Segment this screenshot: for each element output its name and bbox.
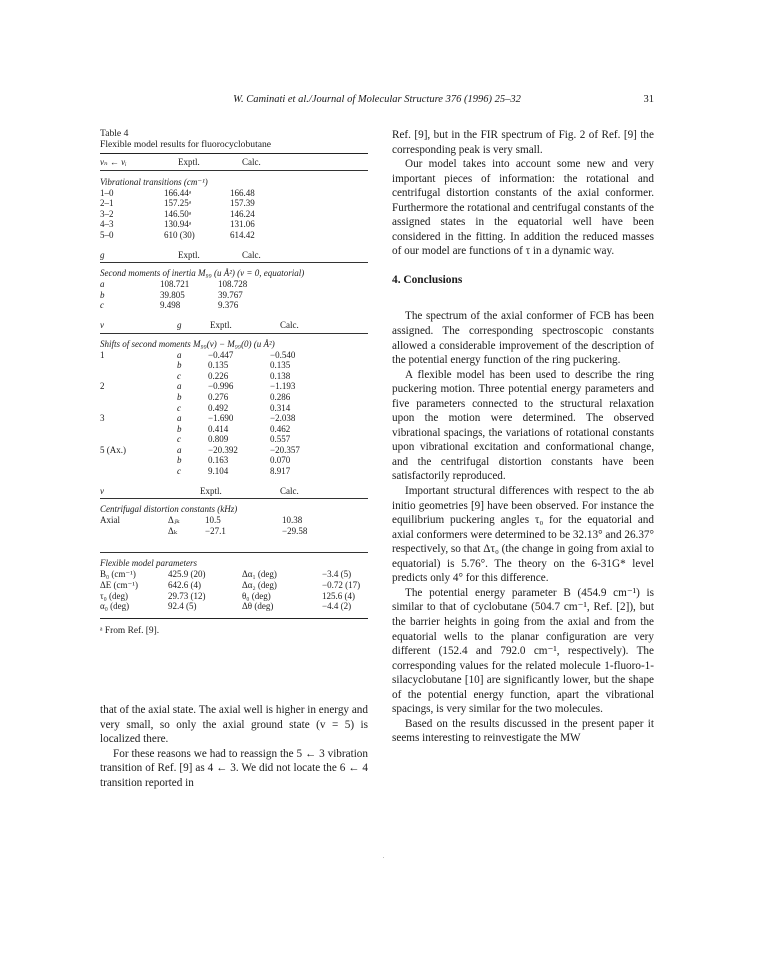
cell-axis: a: [177, 444, 182, 455]
cell-value: −4.4 (2): [322, 601, 352, 612]
cell-value: −3.4 (5): [322, 569, 352, 580]
right-column-text: [392, 128, 654, 746]
cell-exptl: 166.44ᵃ: [164, 187, 192, 198]
cell-exptl: 146.50ᵃ: [164, 208, 192, 219]
cell-constant: Δⱼₖ: [168, 515, 180, 526]
cell-calc: −1.193: [270, 381, 296, 392]
table-caption-title: Flexible model results for fluorocyclobutane: [100, 139, 272, 150]
table-row: [100, 569, 368, 580]
table-row: [100, 434, 368, 445]
cell-exptl: 130.94ᵃ: [164, 219, 192, 230]
cell-parameter: θ₀ (deg): [242, 590, 271, 601]
header-calc: Calc.: [242, 249, 261, 260]
cell-exptl: 0.163: [208, 455, 229, 466]
header-g: g: [100, 249, 105, 260]
cell-calc: 614.42: [230, 229, 255, 240]
table-row: [100, 381, 368, 392]
cell-parameter: Δα₁ (deg): [242, 569, 277, 580]
paragraph: The potential energy parameter B (454.9 cm⁻¹) is similar to that of cyclobutane (504.7 cm⁻¹, Ref. [2]), but the barrier heights in going from the axial and from the equatorial wells to the planar configuration are very different (152.4 and 792.0 cm⁻¹, respectively). The corresponding values for the related molecule 1-fluoro-1-silacyclobutane [10] are significantly lower, but the shape of the potential energy function, apart the vibrational spacings, is very similar for the two molecules.: [392, 586, 654, 716]
cell-calc: 146.24: [230, 208, 255, 219]
cell-calc: 10.38: [282, 515, 303, 526]
cell-calc: 166.48: [230, 187, 255, 198]
table-row: [100, 360, 368, 371]
table-row: [100, 188, 368, 199]
cell-axis: c: [177, 402, 181, 413]
cell-state: 2: [100, 381, 105, 392]
cell-axis: c: [177, 466, 181, 477]
header-calc: Calc.: [242, 157, 261, 167]
cell-calc: 0.462: [270, 423, 291, 434]
cell-parameter: B₀ (cm⁻¹): [100, 569, 136, 580]
cell-calc: 0.314: [270, 402, 291, 413]
table-row: [100, 424, 368, 435]
header-calc: Calc.: [280, 485, 299, 496]
header-rule: [100, 262, 368, 263]
table-caption-label: Table 4: [100, 128, 129, 139]
cell-axis: b: [177, 391, 182, 402]
cell-axis: a: [177, 349, 182, 360]
table-row: [100, 219, 368, 230]
table-row: [100, 290, 368, 301]
running-header: [100, 94, 654, 108]
cell-value: −0.72 (17): [322, 580, 361, 591]
table-row: [100, 230, 368, 241]
cell-axis: c: [177, 434, 181, 445]
cell-exptl: −0.996: [208, 381, 234, 392]
paragraph: The spectrum of the axial conformer of FCB has been assigned. The corresponding spectroscopic constants allowed a considerable improvement of the description of the potential energy function of the ring puckering.: [392, 310, 654, 367]
cell-exptl: −1.690: [208, 413, 234, 424]
cell-exptl: 9.104: [208, 466, 229, 477]
table-header-transitions: [100, 157, 368, 168]
flexible-model-rows: [100, 569, 368, 611]
cell-state: 3: [100, 413, 105, 424]
cell-exptl: −0.447: [208, 349, 234, 360]
cell-axis: c: [177, 370, 181, 381]
cell-axis: a: [177, 381, 182, 392]
table-header-shifts: [100, 320, 368, 331]
table-header-inertia: [100, 250, 368, 261]
header-exptl: Exptl.: [178, 249, 200, 260]
section-shifts: Shifts of second moments M₉₉(v) − M₉₉(0) (u Å²): [100, 338, 275, 349]
paragraph: Ref. [9], but in the FIR spectrum of Fig. 2 of Ref. [9] the corresponding peak is very small.: [392, 129, 654, 156]
header-calc: Calc.: [280, 319, 299, 330]
cell-exptl: 39.805: [160, 289, 185, 300]
cell-value: 425.9 (20): [168, 569, 206, 580]
cell-exptl: 0.492: [208, 402, 229, 413]
cell-exptl: 10.5: [205, 515, 221, 526]
scan-speck: [383, 857, 384, 858]
cell-axis: a: [100, 279, 105, 290]
cell-parameter: Δα₂ (deg): [242, 580, 277, 591]
cell-transition: 1–0: [100, 187, 114, 198]
table-row: [100, 601, 368, 612]
table-row: [100, 198, 368, 209]
table-row: [100, 300, 368, 311]
header-g: g: [177, 319, 182, 330]
cell-axis: b: [177, 423, 182, 434]
section-rule: [100, 552, 368, 553]
header-exptl: Exptl.: [210, 319, 232, 330]
header-v: v: [100, 485, 104, 496]
cell-calc: 9.376: [218, 300, 239, 311]
cell-state: 5 (Ax.): [100, 444, 126, 455]
journal-citation: W. Caminati et al./Journal of Molecular Structure 376 (1996) 25–32: [233, 94, 521, 105]
cell-parameter: α₀ (deg): [100, 601, 130, 612]
cell-calc: −0.540: [270, 349, 296, 360]
table-row: [100, 526, 368, 537]
cell-exptl: 157.25ᵃ: [164, 198, 192, 209]
cell-constant: Δₖ: [168, 525, 178, 536]
cell-transition: 3–2: [100, 208, 114, 219]
cell-value: 642.6 (4): [168, 580, 201, 591]
cell-calc: 8.917: [270, 466, 291, 477]
cell-value: 29.73 (12): [168, 590, 206, 601]
cell-exptl: 0.414: [208, 423, 229, 434]
cell-calc: 0.070: [270, 455, 291, 466]
header-v: v: [100, 319, 104, 330]
cell-exptl: 0.276: [208, 391, 229, 402]
cell-calc: 0.286: [270, 391, 291, 402]
cell-transition: 5–0: [100, 229, 114, 240]
cell-value: 125.6 (4): [322, 590, 355, 601]
section-flexible-model: Flexible model parameters: [100, 558, 197, 569]
table-row: [100, 403, 368, 414]
section-centrifugal: Centrifugal distortion constants (kHz): [100, 504, 238, 515]
cell-axis: a: [177, 413, 182, 424]
section-vibrational-transitions: Vibrational transitions (cm⁻¹): [100, 176, 208, 187]
table-row: [100, 350, 368, 361]
cell-transition: 2–1: [100, 198, 114, 209]
table-footnote: ᵃ From Ref. [9].: [100, 625, 160, 636]
cell-state: 1: [100, 349, 105, 360]
cell-calc: −20.357: [270, 444, 300, 455]
cell-exptl: 0.226: [208, 370, 229, 381]
centrifugal-rows: [100, 515, 368, 536]
inertia-rows: [100, 279, 368, 311]
page-number: 31: [643, 94, 654, 105]
header-exptl: Exptl.: [200, 485, 222, 496]
cell-calc: −29.58: [282, 525, 308, 536]
paragraph: A flexible model has been used to describe the ring puckering motion. Three potential energy parameters and five parameters connected to the structural relaxation upon the motion were determined. The observed vibrational spacings, the variations of rotational constants upon vibrational excitation and conformational change, and the centrifugal distortion constants have been satisfactorily reproduced.: [392, 368, 654, 483]
cell-axis: b: [177, 360, 182, 371]
cell-calc: 157.39: [230, 198, 255, 209]
cell-conformer: Axial: [100, 515, 120, 526]
table-row: [100, 466, 368, 477]
table-top-rule: [100, 153, 368, 154]
header-exptl: Exptl.: [178, 157, 200, 167]
cell-value: 92.4 (5): [168, 601, 197, 612]
cell-calc: −2.038: [270, 413, 296, 424]
paragraph: Important structural differences with respect to the ab initio geometries [9] have been observed. For instance the equilibrium puckering angles τ₀ for the equatorial and axial conformers were determined to be 32.13° and 26.37° respectively, so that Δτ₀ (the change in going from axial to equatorial) is 5.76°. The theory on the 6-31G* level predicts only 4° for this difference.: [392, 485, 654, 585]
left-column-text: [100, 703, 368, 791]
cell-exptl: −20.392: [208, 444, 238, 455]
cell-exptl: −27.1: [205, 525, 226, 536]
table-row: [100, 445, 368, 456]
table-4: [100, 128, 368, 636]
cell-calc: 39.767: [218, 289, 243, 300]
cell-calc: 0.135: [270, 360, 291, 371]
header-rule: [100, 498, 368, 499]
section-second-moments: Second moments of inertia M₉₉ (u Å²) (v = 0, equatorial): [100, 268, 305, 279]
table-row: [100, 580, 368, 591]
cell-calc: 0.557: [270, 434, 291, 445]
cell-parameter: Δθ (deg): [242, 601, 274, 612]
cell-exptl: 0.809: [208, 434, 229, 445]
table-bottom-rule: [100, 618, 368, 619]
paragraph: Our model takes into account some new and very important pieces of information: the rotational and centrifugal distortion constants of the axial conformer. Furthermore the rotational and centrifugal constants of the assigned states in the equatorial well have been considered in the fitting. In addition the reduced masses of our model are functions of τ in a dynamic way.: [392, 158, 654, 258]
table-row: [100, 455, 368, 466]
cell-calc: 131.06: [230, 219, 255, 230]
cell-parameter: τ₀ (deg): [100, 590, 128, 601]
table-row: [100, 279, 368, 290]
table-row: [100, 515, 368, 526]
paragraph: that of the axial state. The axial well is higher in energy and very small, so only the axial ground state (v = 5) is localized there.: [100, 704, 368, 746]
cell-exptl: 0.135: [208, 360, 229, 371]
header-rule: [100, 170, 368, 171]
table-row: [100, 591, 368, 602]
table-header-centrifugal: [100, 486, 368, 497]
cell-axis: c: [100, 300, 104, 311]
cell-axis: b: [100, 289, 105, 300]
cell-axis: b: [177, 455, 182, 466]
cell-calc: 0.138: [270, 370, 291, 381]
header-transition: vₙ ← vᵢ: [100, 157, 127, 167]
paragraph: Based on the results discussed in the present paper it seems interesting to reinvestigate the MW: [392, 717, 654, 745]
cell-exptl: 108.721: [160, 279, 190, 290]
table-row: [100, 413, 368, 424]
cell-exptl: 610 (30): [164, 229, 195, 240]
table-row: [100, 371, 368, 382]
cell-parameter: ΔE (cm⁻¹): [100, 580, 138, 591]
table-row: [100, 392, 368, 403]
section-heading-conclusions: 4. Conclusions: [392, 273, 463, 286]
paragraph: For these reasons we had to reassign the 5 ← 3 vibration transition of Ref. [9] as 4 ← 3. We did not locate the 6 ← 4 transition reported in: [100, 747, 368, 789]
shift-rows: [100, 350, 368, 477]
table-row: [100, 209, 368, 220]
cell-transition: 4–3: [100, 219, 114, 230]
cell-exptl: 9.498: [160, 300, 181, 311]
vibrational-rows: [100, 188, 368, 241]
header-rule: [100, 333, 368, 334]
cell-calc: 108.728: [218, 279, 248, 290]
